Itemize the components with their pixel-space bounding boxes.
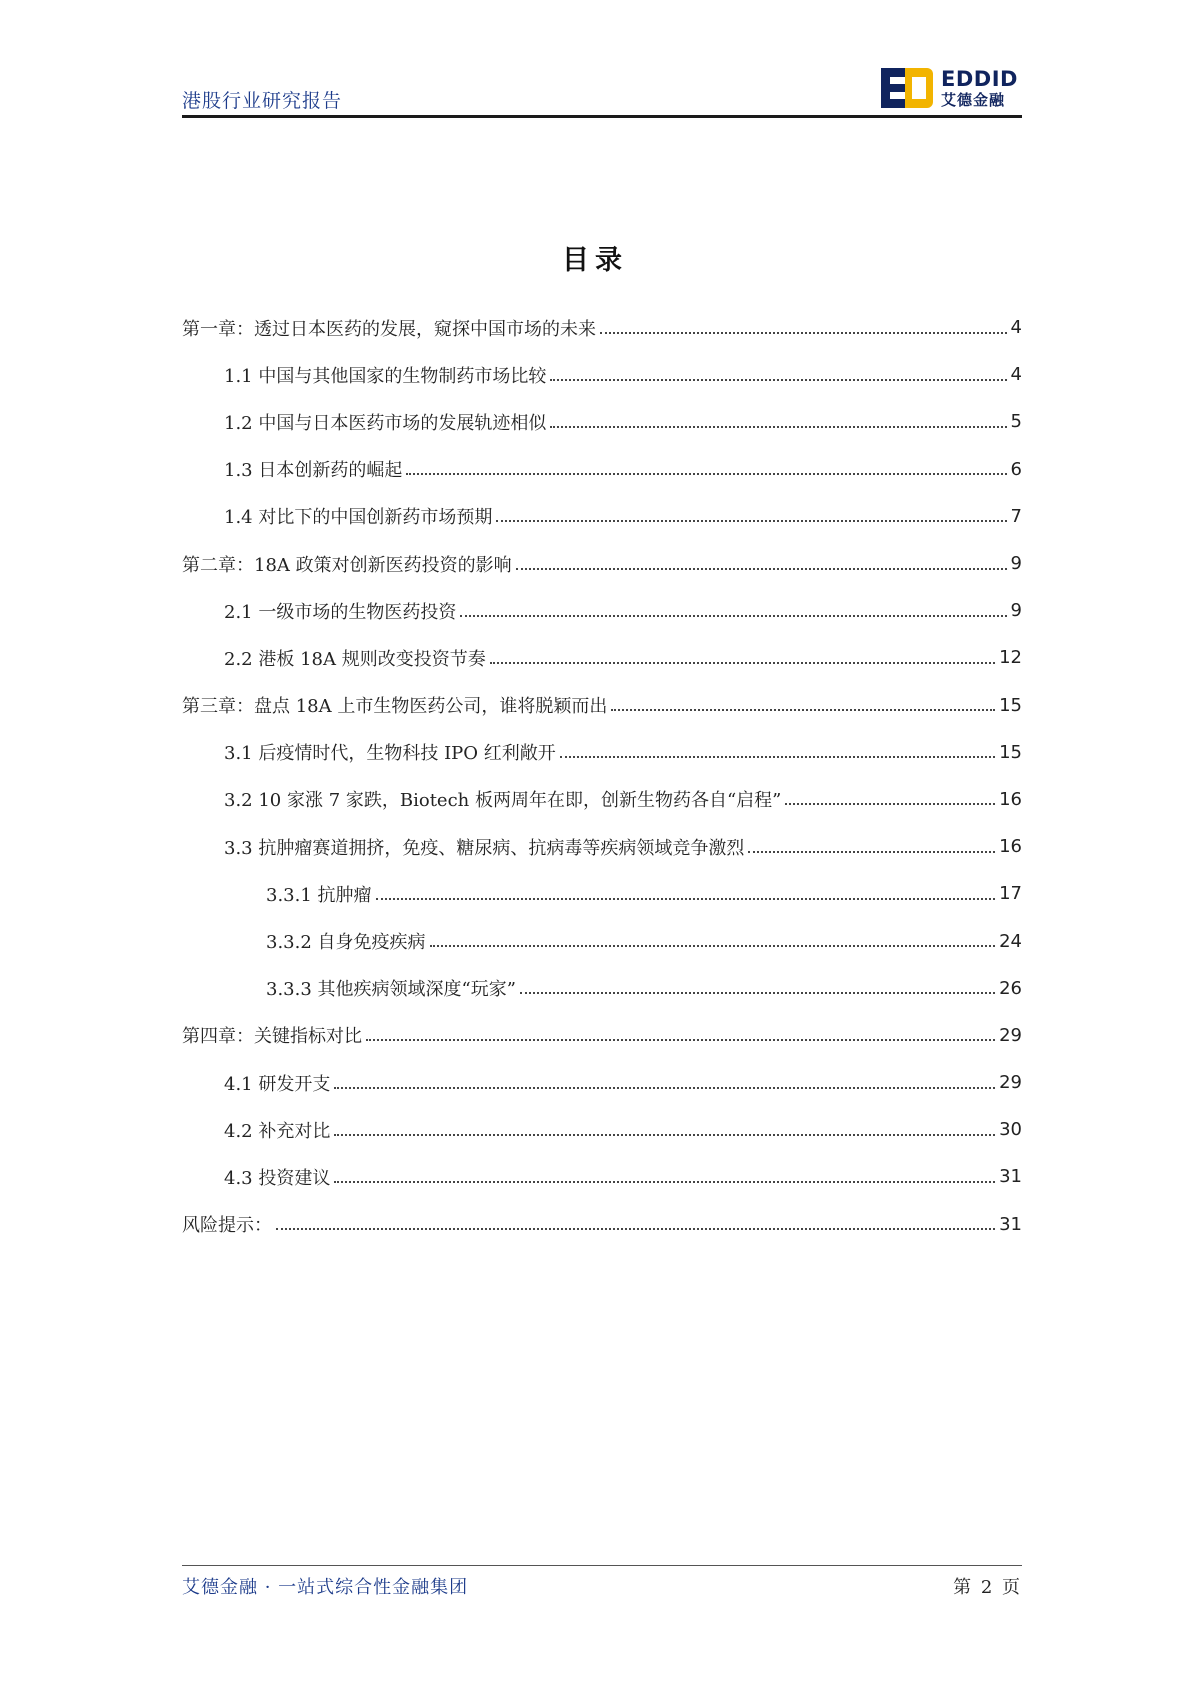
toc-entry-2-2[interactable]: 2.2 港板 18A 规则改变投资节奏 12 xyxy=(224,647,1022,670)
toc-entry-4-3[interactable]: 4.3 投资建议 31 xyxy=(224,1166,1022,1189)
toc-entry-1-2[interactable]: 1.2 中国与日本医药市场的发展轨迹相似 5 xyxy=(224,411,1022,434)
dot-leader xyxy=(516,568,1007,570)
toc-page-number: 9 xyxy=(1010,600,1022,622)
dot-leader xyxy=(520,992,995,994)
toc-page-number: 5 xyxy=(1010,411,1022,433)
table-of-contents xyxy=(182,304,1022,1248)
page-header xyxy=(182,62,1022,120)
eddid-logo-icon xyxy=(881,68,933,108)
dot-leader xyxy=(611,709,995,711)
toc-page-number: 16 xyxy=(999,836,1022,858)
dot-leader xyxy=(276,1228,995,1230)
dot-leader xyxy=(560,756,995,758)
dot-leader xyxy=(430,945,996,947)
toc-entry-1-3[interactable]: 1.3 日本创新药的崛起 6 xyxy=(224,458,1022,482)
toc-page-number: 16 xyxy=(999,788,1022,810)
dot-leader xyxy=(334,1181,995,1183)
toc-page-number: 30 xyxy=(999,1119,1022,1141)
toc-page-number: 9 xyxy=(1010,553,1022,575)
footer-slogan: 艾德金融 · 一站式综合性金融集团 xyxy=(182,1577,469,1598)
toc-page-number: 6 xyxy=(1010,458,1022,480)
toc-page-number: 31 xyxy=(999,1213,1022,1235)
dot-leader xyxy=(406,473,1006,475)
toc-entry-chapter-4[interactable]: 第四章：关键指标对比 29 xyxy=(182,1024,1022,1048)
toc-entry-chapter-1[interactable]: 第一章：透过日本医药的发展，窥探中国市场的未来 4 xyxy=(182,317,1022,340)
dot-leader xyxy=(748,851,995,853)
toc-entry-3-2[interactable]: 3.2 10 家涨 7 家跌，Biotech 板两周年在即，创新生物药各自“启程” 16 xyxy=(224,788,1022,812)
dot-leader xyxy=(600,332,1007,334)
toc-entry-chapter-2[interactable]: 第二章：18A 政策对创新医药投资的影响 9 xyxy=(182,553,1022,576)
toc-page-number: 26 xyxy=(999,977,1022,999)
toc-entry-2-1[interactable]: 2.1 一级市场的生物医药投资 9 xyxy=(224,600,1022,623)
toc-page-number: 31 xyxy=(999,1166,1022,1188)
toc-entry-1-1[interactable]: 1.1 中国与其他国家的生物制药市场比较 4 xyxy=(224,364,1022,387)
logo-chinese-name: 艾德金融 xyxy=(941,90,1006,109)
toc-page-number: 15 xyxy=(999,741,1022,763)
toc-title: 目录 xyxy=(562,245,628,276)
toc-page-number: 29 xyxy=(999,1024,1022,1046)
toc-entry-3-3-1[interactable]: 3.3.1 抗肿瘤 17 xyxy=(266,883,1022,906)
page-number: 第 2 页 xyxy=(953,1577,1022,1598)
toc-entry-3-1[interactable]: 3.1 后疫情时代，生物科技 IPO 红利敞开 15 xyxy=(224,741,1022,765)
toc-page-number: 17 xyxy=(999,883,1022,905)
dot-leader xyxy=(785,803,995,805)
dot-leader xyxy=(334,1134,995,1136)
dot-leader xyxy=(460,615,1006,617)
toc-entry-risk-warning[interactable]: 风险提示： 31 xyxy=(182,1213,1022,1237)
header-divider xyxy=(182,115,1022,118)
dot-leader xyxy=(366,1039,995,1041)
dot-leader xyxy=(334,1087,995,1089)
toc-entry-1-4[interactable]: 1.4 对比下的中国创新药市场预期 7 xyxy=(224,505,1022,529)
toc-page-number: 12 xyxy=(999,647,1022,669)
toc-entry-4-2[interactable]: 4.2 补充对比 30 xyxy=(224,1119,1022,1142)
dot-leader xyxy=(550,379,1006,381)
dot-leader xyxy=(376,898,996,900)
dot-leader xyxy=(490,662,995,664)
dot-leader xyxy=(496,520,1006,522)
dot-leader xyxy=(550,426,1006,428)
toc-page-number: 4 xyxy=(1010,317,1022,339)
report-category-title: 港股行业研究报告 xyxy=(182,90,343,112)
toc-page-number: 4 xyxy=(1010,364,1022,386)
footer-divider xyxy=(182,1565,1022,1566)
toc-entry-chapter-3[interactable]: 第三章：盘点 18A 上市生物医药公司，谁将脱颖而出 15 xyxy=(182,694,1022,718)
toc-page-number: 24 xyxy=(999,930,1022,952)
toc-page-number: 29 xyxy=(999,1072,1022,1094)
eddid-logo xyxy=(881,68,1018,108)
toc-entry-3-3-3[interactable]: 3.3.3 其他疾病领域深度“玩家” 26 xyxy=(266,977,1022,1001)
toc-entry-3-3-2[interactable]: 3.3.2 自身免疫疾病 24 xyxy=(266,930,1022,954)
toc-entry-3-3[interactable]: 3.3 抗肿瘤赛道拥挤，免疫、糖尿病、抗病毒等疾病领域竞争激烈 16 xyxy=(224,836,1022,859)
toc-page-number: 7 xyxy=(1010,505,1022,527)
logo-english-name: EDDID xyxy=(941,66,1018,91)
toc-entry-4-1[interactable]: 4.1 研发开支 29 xyxy=(224,1072,1022,1095)
toc-page-number: 15 xyxy=(999,694,1022,716)
